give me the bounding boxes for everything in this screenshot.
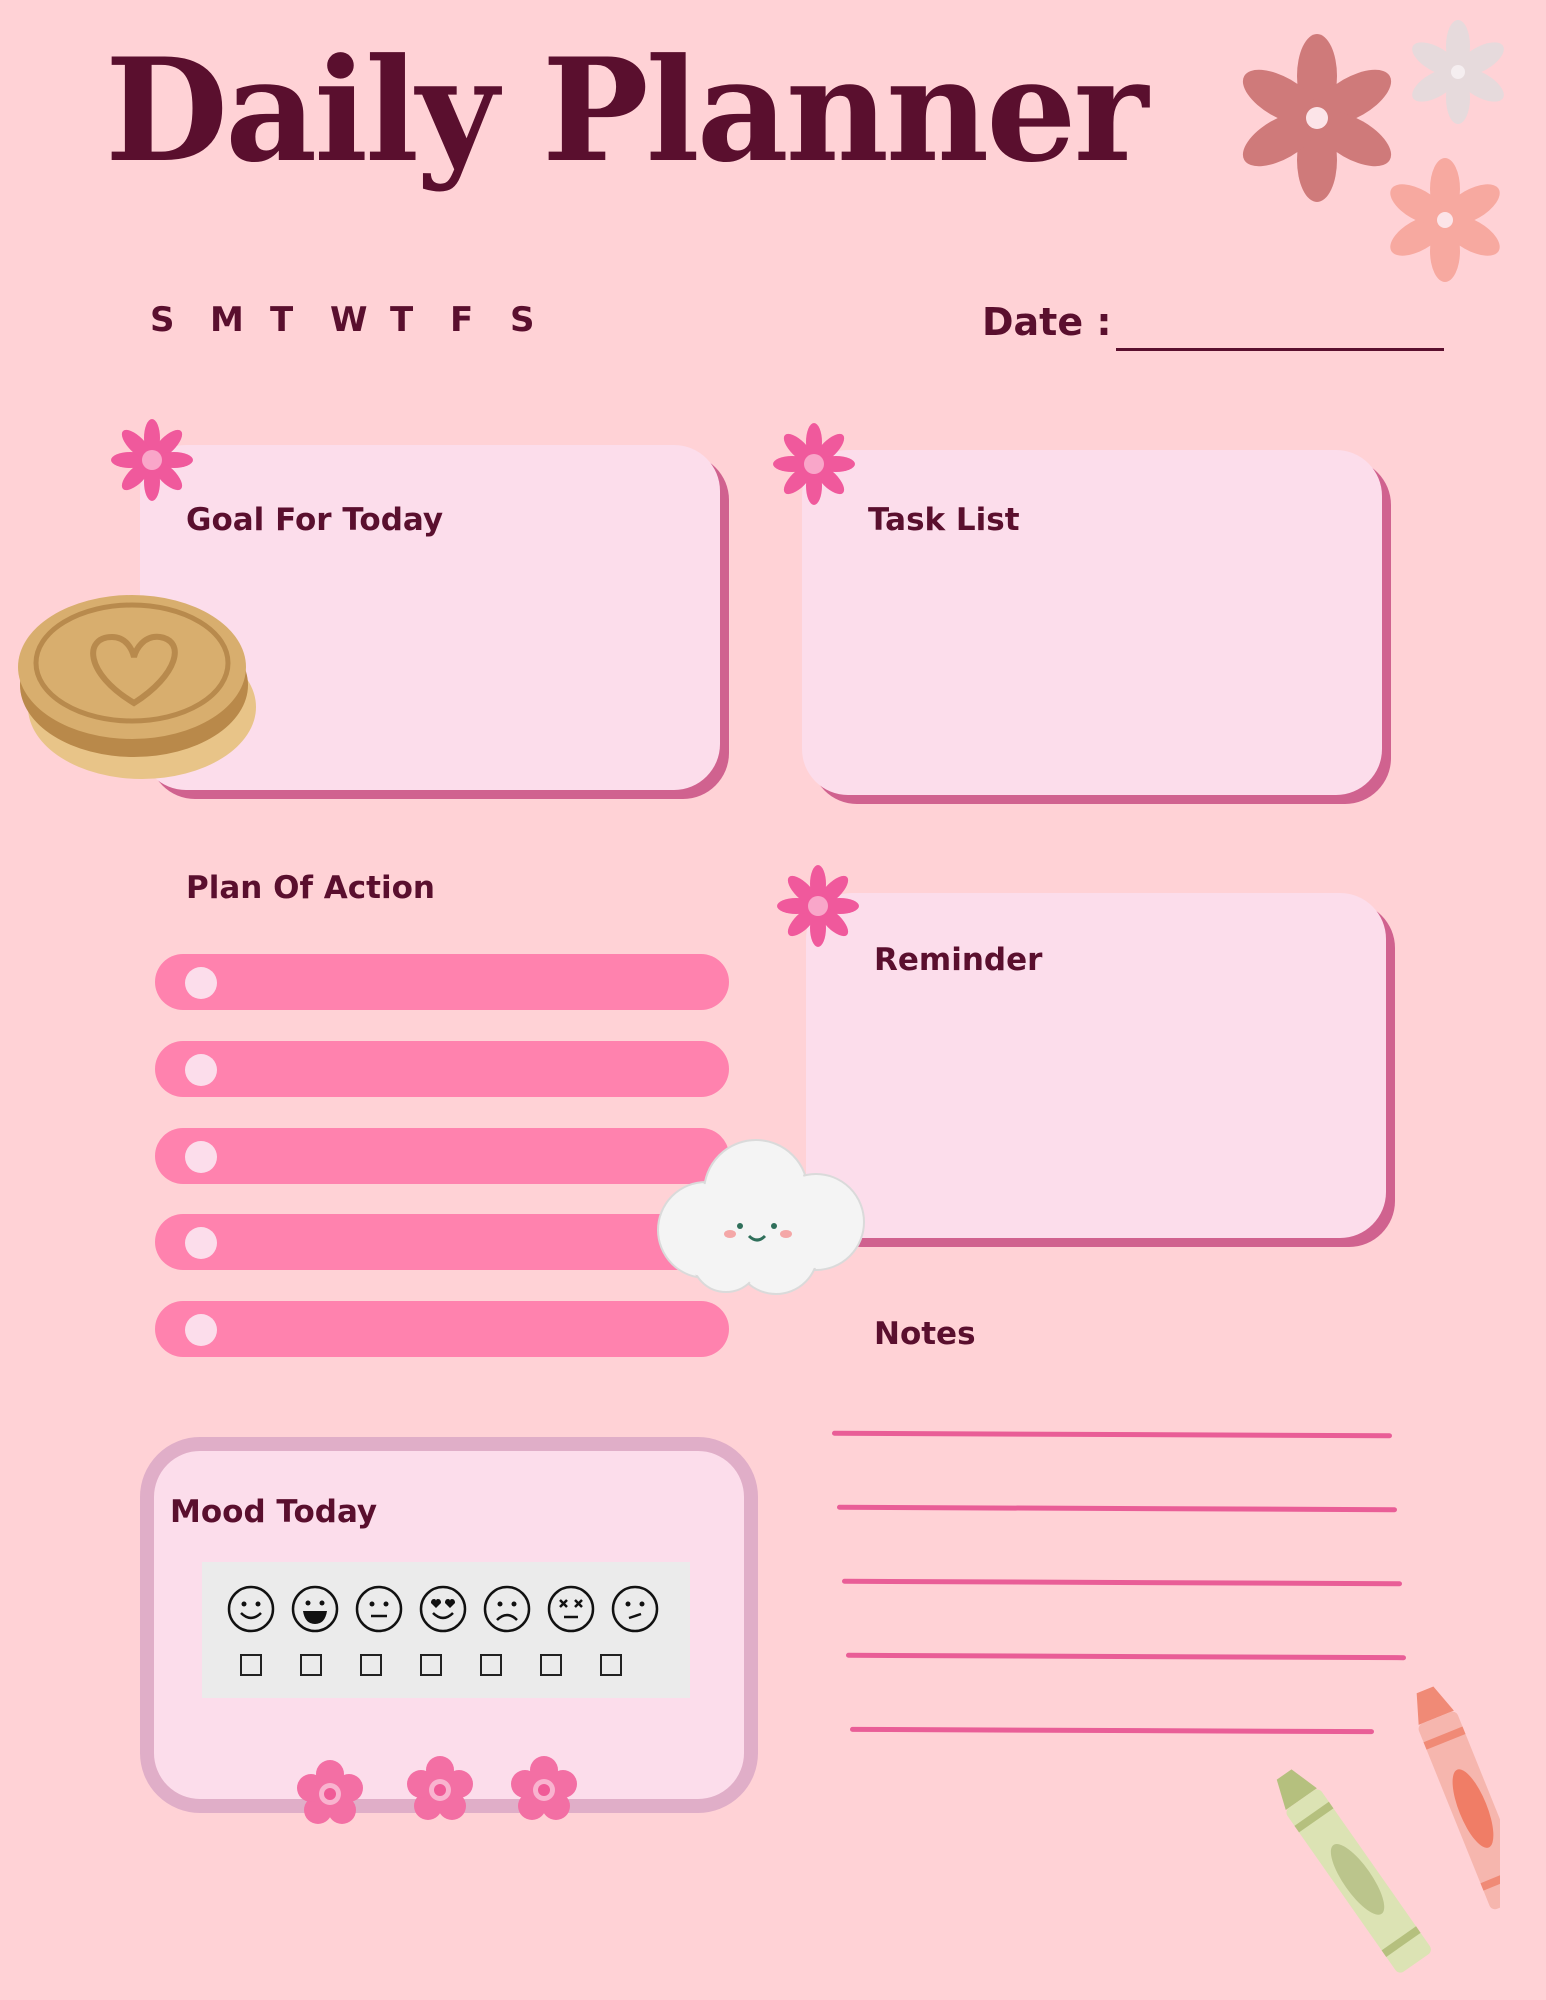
reminder-heading: Reminder <box>874 942 1043 978</box>
bullet-icon <box>185 1054 217 1086</box>
flower-icon <box>110 418 194 502</box>
flower-icon <box>776 864 860 948</box>
bullet-icon <box>185 1141 217 1173</box>
plan-of-action-heading: Plan Of Action <box>186 870 435 906</box>
flowers-border-icon <box>286 1752 596 1832</box>
page-title: Daily Planner <box>105 28 1146 194</box>
sad-icon <box>482 1584 532 1634</box>
bullet-icon <box>185 967 217 999</box>
bullet-icon <box>185 1314 217 1346</box>
flowers-decoration-icon <box>1220 20 1540 290</box>
cookie-icon <box>14 575 264 785</box>
weekday-monday[interactable]: M <box>210 300 244 340</box>
crayons-icon <box>1240 1680 1500 1980</box>
weekday-thursday[interactable]: T <box>390 300 414 340</box>
mood-checkbox[interactable] <box>540 1654 562 1676</box>
cloud-icon <box>646 1130 882 1300</box>
grin-icon <box>290 1584 340 1634</box>
action-item-2[interactable] <box>155 1041 729 1097</box>
mood-checkbox[interactable] <box>600 1654 622 1676</box>
mood-heading: Mood Today <box>170 1494 378 1530</box>
goal-heading: Goal For Today <box>186 502 444 538</box>
mood-checkbox[interactable] <box>480 1654 502 1676</box>
date-label: Date : <box>982 300 1112 344</box>
mood-checkbox[interactable] <box>420 1654 442 1676</box>
smile-icon <box>226 1584 276 1634</box>
mood-checkbox[interactable] <box>300 1654 322 1676</box>
mood-checkbox[interactable] <box>240 1654 262 1676</box>
notes-line-4[interactable] <box>846 1653 1406 1660</box>
action-item-1[interactable] <box>155 954 729 1010</box>
task-list-heading: Task List <box>868 502 1020 538</box>
weekday-sunday[interactable]: S <box>150 300 175 340</box>
notes-line-2[interactable] <box>837 1505 1397 1512</box>
weekday-wednesday[interactable]: W <box>330 300 368 340</box>
dizzy-icon <box>546 1584 596 1634</box>
heart-eyes-icon <box>418 1584 468 1634</box>
date-field[interactable] <box>1116 348 1444 351</box>
notes-line-3[interactable] <box>842 1579 1402 1586</box>
weekday-selector <box>150 300 570 340</box>
bullet-icon <box>185 1227 217 1259</box>
action-item-4[interactable] <box>155 1214 729 1270</box>
neutral-icon <box>354 1584 404 1634</box>
flower-icon <box>772 422 856 506</box>
notes-heading: Notes <box>874 1316 976 1352</box>
action-item-5[interactable] <box>155 1301 729 1357</box>
confused-icon <box>610 1584 660 1634</box>
mood-checkbox[interactable] <box>360 1654 382 1676</box>
mood-selector <box>202 1562 690 1698</box>
action-item-3[interactable] <box>155 1128 729 1184</box>
weekday-friday[interactable]: F <box>450 300 474 340</box>
notes-line-1[interactable] <box>832 1431 1392 1438</box>
weekday-tuesday[interactable]: T <box>270 300 294 340</box>
weekday-saturday[interactable]: S <box>510 300 535 340</box>
